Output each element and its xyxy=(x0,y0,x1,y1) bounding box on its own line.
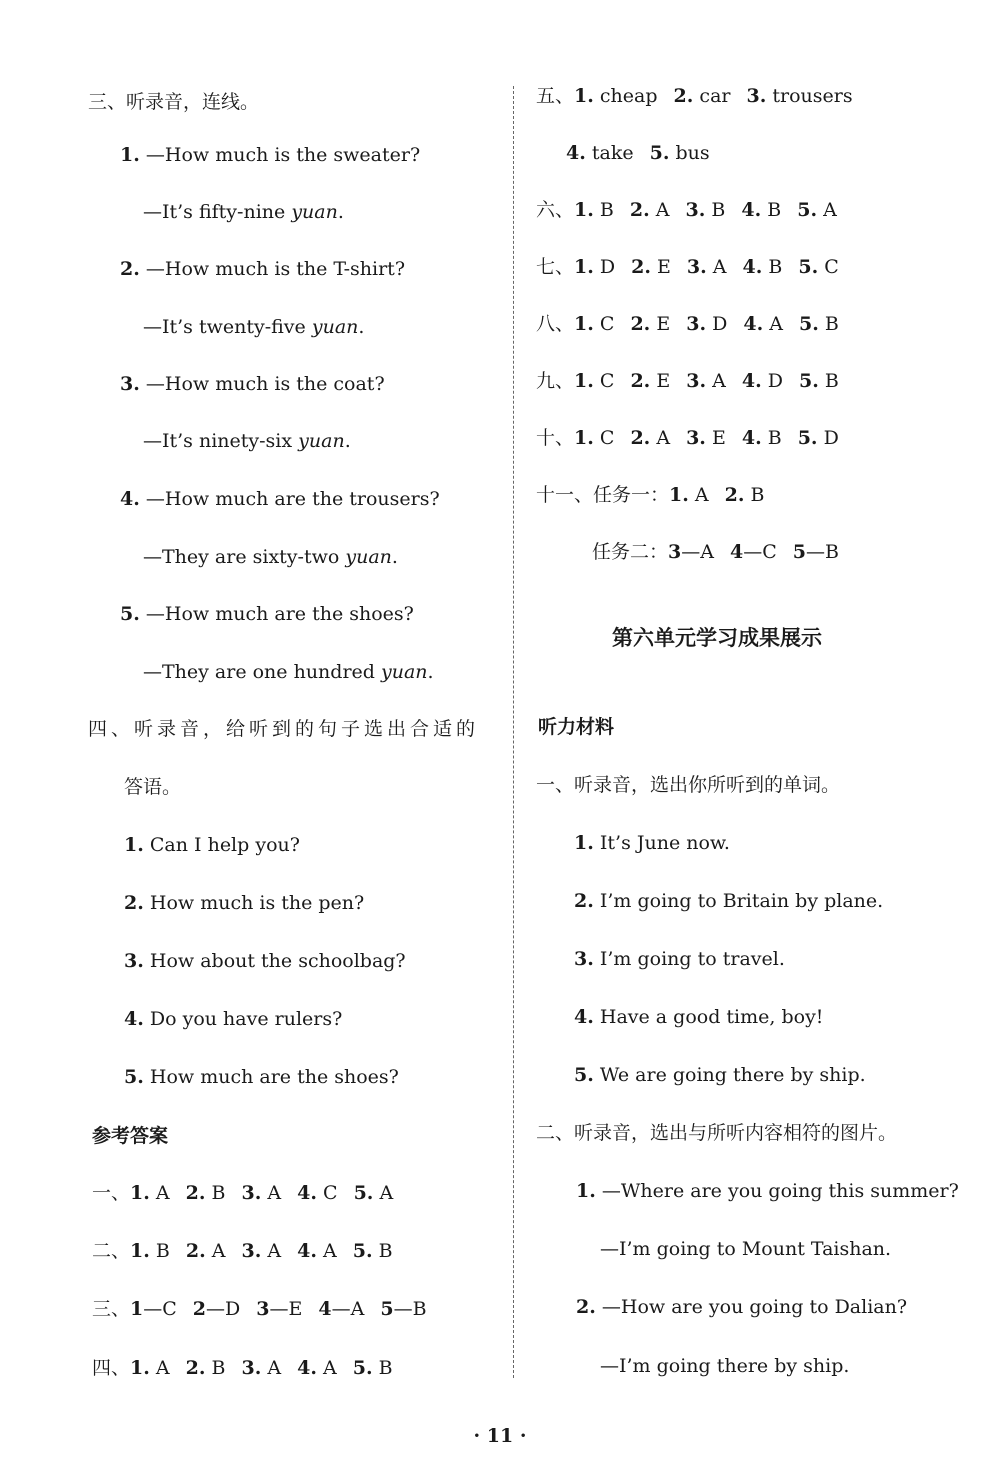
listening-heading: 听力材料 xyxy=(538,716,615,738)
answer-row-11-task1: 十一、任务一：1. A 2. B xyxy=(536,484,765,506)
answer-row-11-task2: 任务二：3—A 4—C 5—B xyxy=(592,541,839,563)
r-section2-title: 二、听录音，选出与所听内容相符的图片。 xyxy=(536,1122,898,1144)
s3-item5-q: 5. —How much are the shoes? xyxy=(120,603,414,625)
s4-item5: 5. How much are the shoes? xyxy=(124,1066,399,1088)
s4-item3: 3. How about the schoolbag? xyxy=(124,950,406,972)
answer-row-4: 四、1. A 2. B 3. A 4. A 5. B xyxy=(92,1357,393,1379)
s4-item1: 1. Can I help you? xyxy=(124,834,300,856)
r-s2-item1-q: 1. —Where are you going this summer? xyxy=(576,1180,959,1202)
r-s2-item1-a: —I’m going to Mount Taishan. xyxy=(600,1238,892,1260)
answer-row-7: 七、1. D 2. E 3. A 4. B 5. C xyxy=(536,256,839,278)
r-s2-item2-a: —I’m going there by ship. xyxy=(600,1355,850,1377)
answers-heading: 参考答案 xyxy=(92,1125,169,1147)
page-number: · 11 · xyxy=(473,1425,527,1447)
unit-heading: 第六单元学习成果展示 xyxy=(612,626,822,650)
s4-item2: 2. How much is the pen? xyxy=(124,892,365,914)
section4-title-line2: 答语。 xyxy=(124,776,182,798)
r-s1-item4: 4. Have a good time, boy! xyxy=(574,1006,824,1028)
r-s2-item2-q: 2. —How are you going to Dalian? xyxy=(576,1296,908,1318)
answer-row-3: 三、1—C 2—D 3—E 4—A 5—B xyxy=(92,1298,427,1320)
s3-item2-q: 2. —How much is the T-shirt? xyxy=(120,258,406,280)
answer-row-8: 八、1. C 2. E 3. D 4. A 5. B xyxy=(536,313,839,335)
answer-row-6: 六、1. B 2. A 3. B 4. B 5. A xyxy=(536,199,837,221)
section4-title-line1: 四、听录音，给听到的句子选出合适的 xyxy=(88,718,480,740)
s3-item4-q: 4. —How much are the trousers? xyxy=(120,488,440,510)
answer-row-1: 一、1. A 2. B 3. A 4. C 5. A xyxy=(92,1182,394,1204)
s3-item5-a: —They are one hundred yuan. xyxy=(143,661,434,683)
answer-row-9: 九、1. C 2. E 3. A 4. D 5. B xyxy=(536,370,839,392)
section3-title: 三、听录音，连线。 xyxy=(88,91,260,113)
s3-item1-a: —It’s fifty-nine yuan. xyxy=(143,201,344,223)
answer-row-10: 十、1. C 2. A 3. E 4. B 5. D xyxy=(536,427,839,449)
answer-row-2: 二、1. B 2. A 3. A 4. A 5. B xyxy=(92,1240,393,1262)
s4-item4: 4. Do you have rulers? xyxy=(124,1008,343,1030)
s3-item1-q: 1. —How much is the sweater? xyxy=(120,144,421,166)
r-s1-item3: 3. I’m going to travel. xyxy=(574,948,785,970)
r-s1-item1: 1. It’s June now. xyxy=(574,832,730,854)
r-section1-title: 一、听录音，选出你所听到的单词。 xyxy=(536,774,841,796)
s3-item3-q: 3. —How much is the coat? xyxy=(120,373,385,395)
answer-row-5b: 4. take 5. bus xyxy=(566,142,710,164)
answer-row-5a: 五、1. cheap 2. car 3. trousers xyxy=(536,85,853,107)
s3-item4-a: —They are sixty-two yuan. xyxy=(143,546,398,568)
r-s1-item5: 5. We are going there by ship. xyxy=(574,1064,866,1086)
column-divider xyxy=(513,86,514,1378)
s3-item2-a: —It’s twenty-five yuan. xyxy=(143,316,365,338)
r-s1-item2: 2. I’m going to Britain by plane. xyxy=(574,890,884,912)
s3-item3-a: —It’s ninety-six yuan. xyxy=(143,430,351,452)
